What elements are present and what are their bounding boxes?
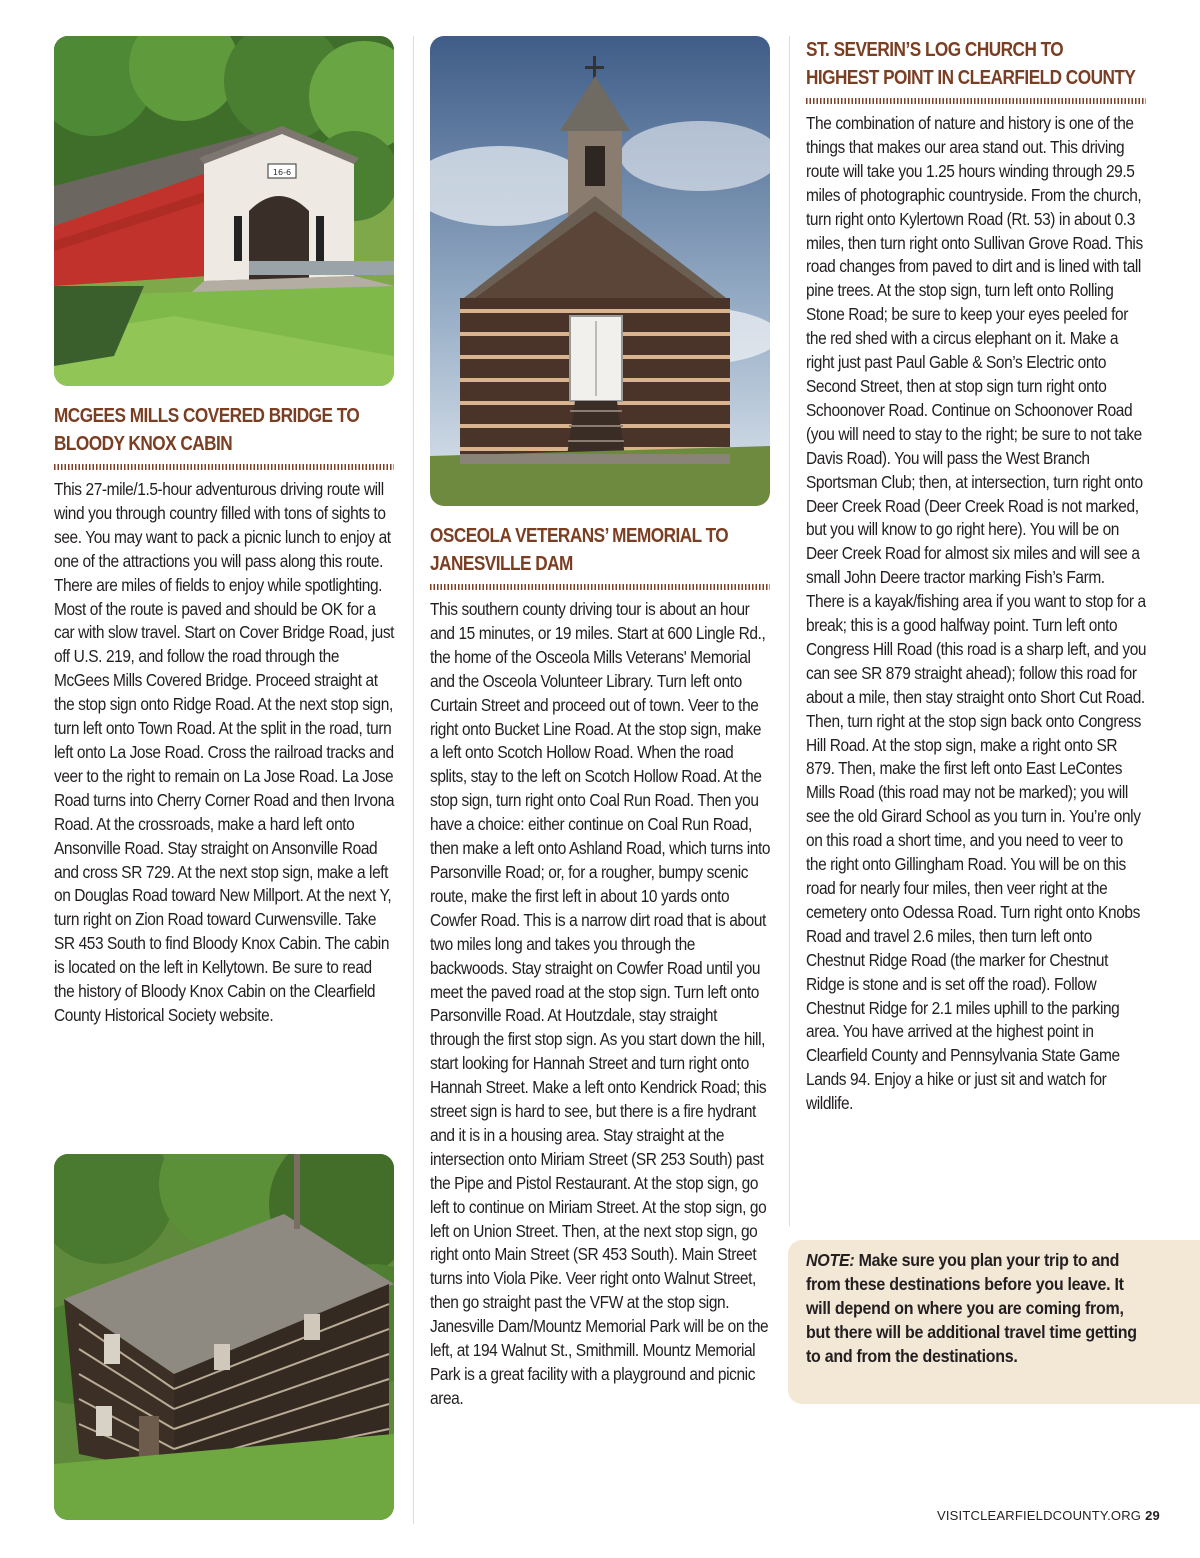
log-church-photo xyxy=(430,36,770,506)
column-divider-1 xyxy=(413,36,414,1524)
section-1-heading: MCGEES MILLS COVERED BRIDGE TO BLOODY KNOX CABIN xyxy=(54,405,360,455)
log-cabin-photo xyxy=(54,1154,394,1520)
column-1 xyxy=(54,36,396,1028)
note-label: NOTE: xyxy=(806,1250,855,1270)
page-footer xyxy=(937,1508,1160,1523)
note-text xyxy=(806,1248,1137,1368)
section-2 xyxy=(430,522,772,1411)
footer-site: VISITCLEARFIELDCOUNTY.ORG xyxy=(936,1508,1142,1523)
dotted-rule xyxy=(430,584,770,590)
section-2-body: This southern county driving tour is about an hour and 15 minutes, or 19 miles. Start at 600 Lingle Rd., the home of the Osceola Mills Veterans' Memorial and the Osceola Volunteer Library. Turn left onto Curtain Street and proceed out of town. Veer to the right onto Bucket Line Road. At the stop sign, make a left onto Scotch Hollow Road. When the road splits, stay to the left on Scotch Hollow Road. At the stop sign, turn right onto Coal Run Road. Then you have a choice: either continue on Coal Run Road, then make a left onto Ashland Road, which turns into Parsonville Road; or, for a rougher, bumpy scenic route, make the first left in about 10 yards onto Cowfer Road. This is a narrow dirt road that is about two miles long and takes you through the backwoods. Stay straight on Cowfer Road until you meet the paved road at the stop sign. Turn left onto Parsonville Road. At Houtzdale, stay straight through the first stop sign. As you start down the hill, start looking for Hannah Street and turn right onto Hannah Street. Make a left onto Kendrick Road; this street sign is hard to see, but there is a fire hydrant and it is in a housing area. Stay straight at the intersection onto Miriam Street (SR 253 South) past the Pipe and Pistol Restaurant. At the stop sign, go left to continue on Miriam Street. At the stop sign, go left on Union Street. Then, at the next stop sign, go right onto Main Street (SR 453 South). Main Street turns into Viola Pike. Veer right onto Walnut Street, then go straight past the VFW at the stop sign. Janesville Dam/Mountz Memorial Park will be on the left, at 194 Walnut St., Smithmill. Mountz Memorial Park is a great facility with a playground and picnic area. xyxy=(430,599,771,1408)
section-3-heading: ST. SEVERIN’S LOG CHURCH TO HIGHEST POINT IN CLEARFIELD COUNTY xyxy=(806,39,1136,89)
section-1-body: This 27-mile/1.5-hour adventurous driving route will wind you through country filled with tons of sights to see. You may want to pack a picnic lunch to enjoy at one of the attractions you will pass along this route. There are miles of fields to enjoy while spotlighting. Most of the route is paved and should be OK for a car with slow travel. Start on Cover Bridge Road, just off U.S. 219, and follow the road through the McGees Mills Covered Bridge. Proceed straight at the stop sign onto Ridge Road. At the next stop sign, turn left onto Town Road. At the split in the road, turn left onto La Jose Road. Cross the railroad tracks and veer to the right to remain on La Jose Road. La Jose Road turns into Cherry Corner Road and then Irvona Road. At the crossroads, make a hard left onto Ansonville Road. Stay straight on Ansonville Road and cross SR 729. At the next stop sign, make a left on Douglas Road toward New Millport. At the next Y, turn right on Zion Road toward Curwensville. Take SR 453 South to find Bloody Knox Cabin. The cabin is located on the left in Kellytown. Be sure to read the history of Bloody Knox Cabin on the Clearfield County Historical Society website. xyxy=(54,479,395,1025)
note-body: Make sure you plan your trip to and from these destinations before you leave. It will depend on where you are coming from, but there will be additional travel time getting to and from the destinations. xyxy=(806,1250,1137,1366)
page-number: 29 xyxy=(1145,1508,1160,1523)
note-box xyxy=(788,1240,1200,1404)
dotted-rule xyxy=(54,464,394,470)
column-divider-2 xyxy=(789,36,790,1226)
bridge-sign: 16-6 xyxy=(272,168,292,177)
section-2-heading: OSCEOLA VETERANS’ MEMORIAL TO JANESVILLE DAM xyxy=(430,525,729,575)
section-1 xyxy=(54,402,396,1028)
covered-bridge-photo xyxy=(54,36,394,386)
column-3 xyxy=(806,36,1148,1116)
column-2 xyxy=(430,36,772,1411)
section-3-body: The combination of nature and history is one of the things that makes our area stand out. This driving route will take you 1.25 hours winding through 29.5 miles of photographic countryside. From the church, turn right onto Kylertown Road (Rt. 53) in about 0.3 miles, then turn right onto Sullivan Grove Road. This road changes from paved to dirt and is lined with tall pine trees. At the stop sign, turn left onto Rolling Stone Road; be sure to keep your eyes peeled for the red shed with a circus elephant on it. Make a right just past Paul Gable & Son’s Electric onto Second Street, then at stop sign turn right onto Schoonover Road. Continue on Schoonover Road (you will need to stay to the right; be sure to not take Davis Road). You will pass the West Branch Sportsman Club; then, at intersection, turn right onto Deer Creek Road (Deer Creek Road is not marked, but you will know to go right here). You will be on Deer Creek Road for almost six miles and will see a small John Deere tractor marking Fish’s Farm. There is a kayak/fishing area if you want to stop for a break; this is a good halfway point. Turn left onto Congress Hill Road (this road is a sharp left, and you can see SR 879 straight ahead); follow this road for about a mile, then stay straight onto Short Cut Road. Then, turn right at the stop sign back onto Congress Hill Road. At the stop sign, make a right onto SR 879. Then, make the first left onto East LeContes Mills Road (this road may not be marked); you will see the old Girard School as you turn in. You’re only on this road a short time, and you need to veer to the right onto Gillingham Road. You will be on this road for nearly four miles, then veer right at the cemetery onto Odessa Road. Turn right onto Knobs Road and travel 2.6 miles, then turn left onto Chestnut Ridge Road (the marker for Chestnut Ridge is stone and is set off the road). Follow Chestnut Ridge for 2.1 miles uphill to the parking area. You have arrived at the highest point in Clearfield County and Pennsylvania State Game Lands 94. Enjoy a hike or just sit and watch for wildlife. xyxy=(806,113,1147,1114)
section-3 xyxy=(806,36,1148,1116)
dotted-rule xyxy=(806,98,1146,104)
